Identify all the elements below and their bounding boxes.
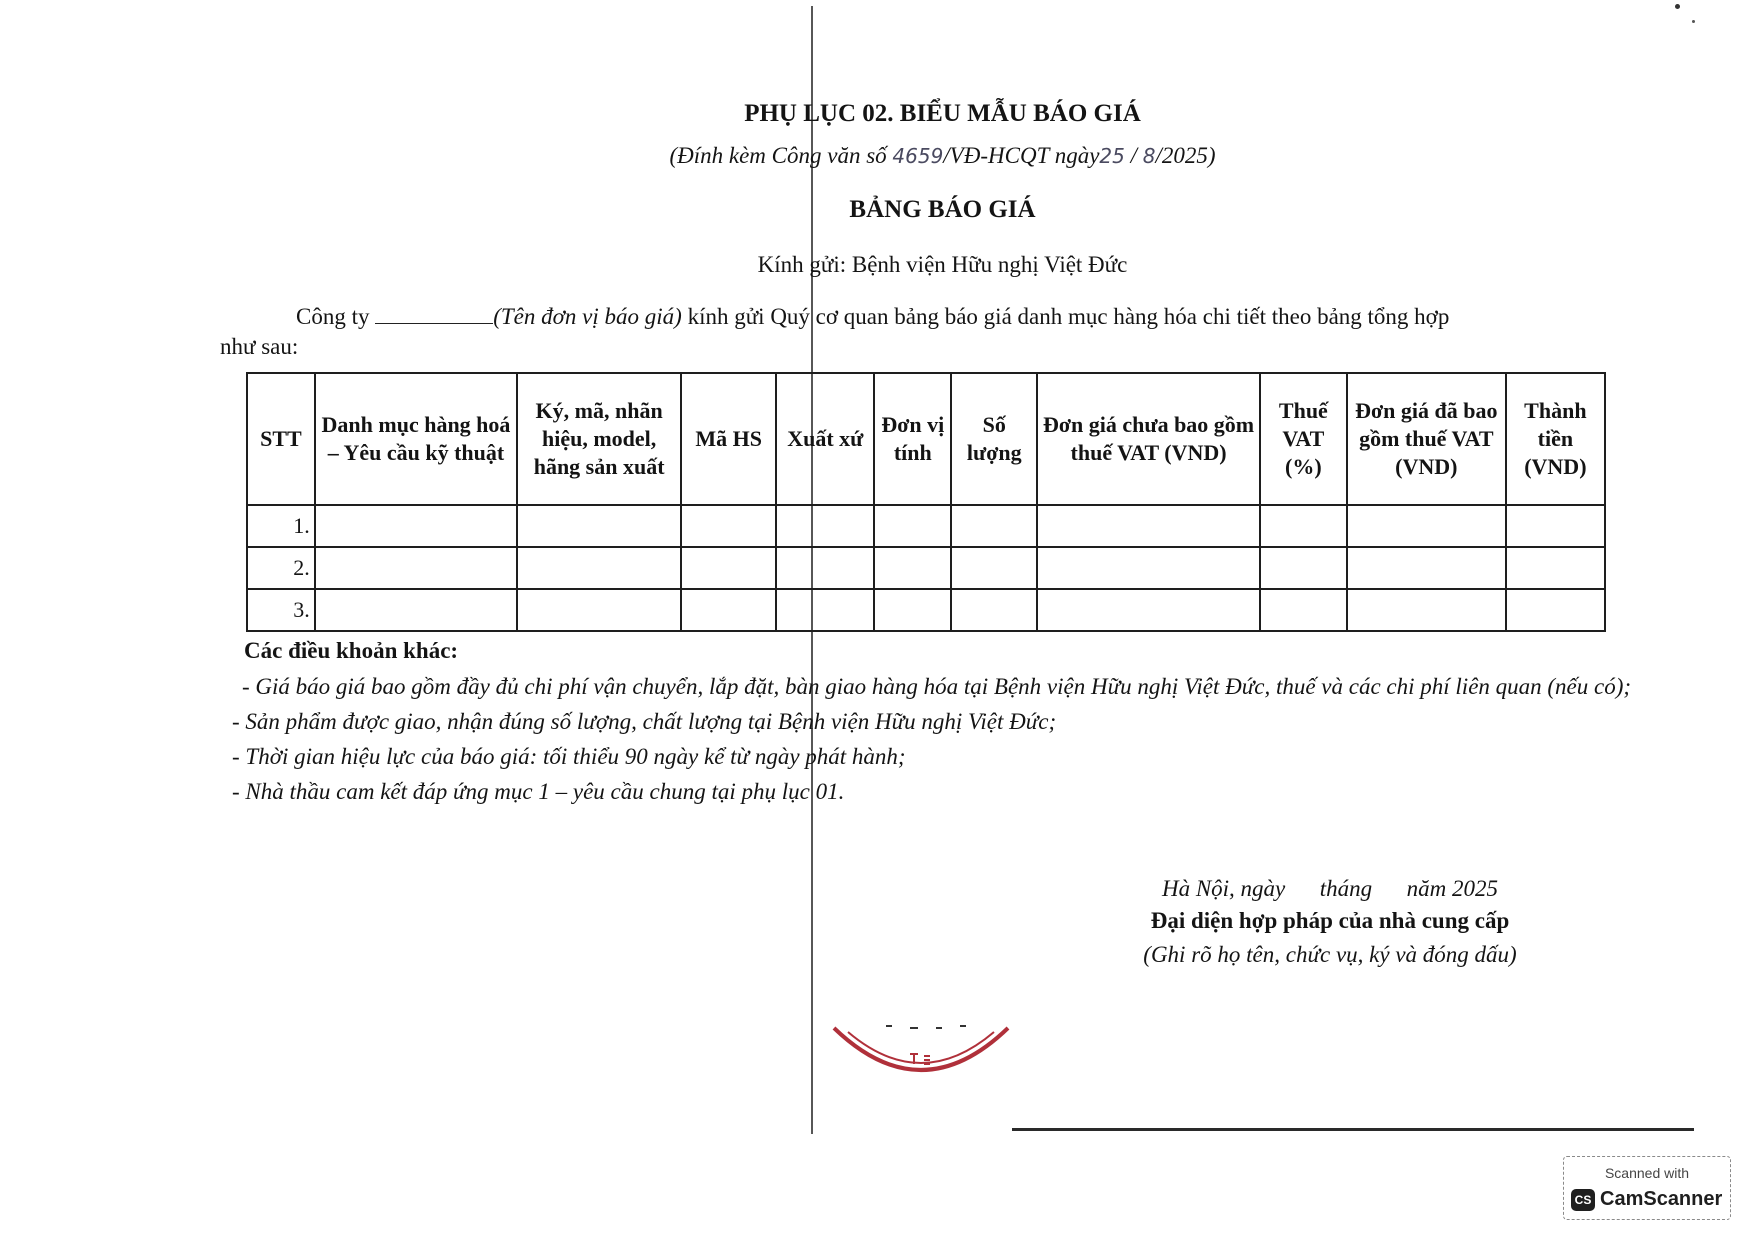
table-cell	[1260, 505, 1347, 547]
handwritten-day: 25	[1099, 144, 1125, 168]
handwritten-doc-number: 4659	[892, 144, 944, 168]
row-number: 2.	[247, 547, 315, 589]
table-cell	[776, 505, 874, 547]
table-cell	[1037, 505, 1260, 547]
table-cell	[517, 547, 681, 589]
table-cell	[1037, 547, 1260, 589]
table-header-row	[247, 373, 1605, 505]
table-cell	[874, 547, 951, 589]
header-unit: Đơn vị tính	[874, 373, 951, 505]
row-number: 3.	[247, 589, 315, 631]
camscanner-brand: CamScanner	[1600, 1188, 1723, 1210]
quotation-table	[246, 372, 1606, 632]
company-name-blank	[375, 305, 493, 324]
signatory-note: (Ghi rõ họ tên, chức vụ, ký và đóng dấu)	[1143, 942, 1517, 967]
scanned-with-label: Scanned with	[1604, 1165, 1690, 1181]
header-total: Thành tiền (VND)	[1506, 373, 1605, 505]
header-quantity: Số lượng	[951, 373, 1037, 505]
seal-inner-arc	[848, 1032, 994, 1063]
scan-speck	[1675, 4, 1680, 9]
appendix-title: PHỤ LỤC 02. BIỂU MẪU BÁO GIÁ	[744, 100, 1141, 127]
table-cell	[951, 589, 1037, 631]
header-brand-model: Ký, mã, nhãn hiệu, model, hãng sản xuất	[517, 373, 681, 505]
quotation-title: BẢNG BÁO GIÁ	[849, 196, 1036, 223]
header-stt: STT	[247, 373, 315, 505]
table-cell	[315, 589, 517, 631]
table-cell	[1347, 589, 1506, 631]
table-cell	[1506, 589, 1605, 631]
row-number: 1.	[247, 505, 315, 547]
table-cell	[874, 589, 951, 631]
table-cell	[517, 589, 681, 631]
intro-line-2: như sau:	[220, 334, 299, 359]
term-item: - Giá báo giá bao gồm đầy đủ chi phí vận chuyển, lắp đặt, bàn giao hàng hóa tại Bệnh viện Hữu nghị Việt Đức, thuế và các chi phí liên quan (nếu có);	[242, 674, 1632, 699]
term-item: - Thời gian hiệu lực của báo giá: tối thiểu 90 ngày kể từ ngày phát hành;	[232, 744, 906, 769]
table-cell	[951, 505, 1037, 547]
seal-marks	[886, 1026, 966, 1028]
intro-paragraph	[220, 302, 1600, 362]
subtitle-suffix: /2025)	[1155, 143, 1216, 168]
table-cell	[776, 589, 874, 631]
scan-speck	[1692, 20, 1695, 23]
red-seal-stamp	[826, 1020, 1016, 1086]
recipient-line: Kính gửi: Bệnh viện Hữu nghị Việt Đức	[757, 252, 1128, 277]
table-cell	[1347, 547, 1506, 589]
term-item: - Nhà thầu cam kết đáp ứng mục 1 – yêu cầu chung tại phụ lục 01.	[232, 779, 845, 804]
table-cell	[1260, 589, 1347, 631]
table-cell	[315, 547, 517, 589]
table-cell	[1260, 547, 1347, 589]
table-cell	[681, 589, 776, 631]
handwritten-month: 8	[1142, 144, 1156, 168]
table-row	[247, 589, 1605, 631]
subtitle-mid: /VĐ-HCQT ngày	[943, 143, 1100, 168]
header-item-spec: Danh mục hàng hoá – Yêu cầu kỹ thuật	[315, 373, 517, 505]
term-item: - Sản phẩm được giao, nhận đúng số lượng, chất lượng tại Bệnh viện Hữu nghị Việt Đức;	[232, 709, 1057, 734]
table-row	[247, 547, 1605, 589]
intro-line-1	[220, 302, 1600, 332]
intro-company-label: Công ty	[296, 304, 376, 329]
company-placeholder: (Tên đơn vị báo giá)	[493, 304, 682, 329]
table-cell	[315, 505, 517, 547]
table-cell	[776, 547, 874, 589]
table-cell	[1506, 505, 1605, 547]
header-price-incl-vat: Đơn giá đã bao gồm thuế VAT (VND)	[1347, 373, 1506, 505]
terms-title: Các điều khoản khác:	[244, 638, 459, 663]
bottom-rule	[1012, 1128, 1694, 1131]
intro-text: kính gửi Quý cơ quan bảng báo giá danh mục hàng hóa chi tiết theo bảng tổng hợp	[681, 304, 1450, 329]
date-slash: /	[1124, 143, 1143, 168]
table-cell	[951, 547, 1037, 589]
table-cell	[1037, 589, 1260, 631]
header-origin: Xuất xứ	[776, 373, 874, 505]
table-cell	[1347, 505, 1506, 547]
table-cell	[874, 505, 951, 547]
table-cell	[681, 547, 776, 589]
subtitle-prefix: (Đính kèm Công văn số	[669, 143, 893, 168]
header-vat: Thuế VAT (%)	[1260, 373, 1347, 505]
signatory-title: Đại diện hợp pháp của nhà cung cấp	[1150, 908, 1510, 933]
header-price-excl-vat: Đơn giá chưa bao gồm thuế VAT (VND)	[1037, 373, 1260, 505]
header-hs-code: Mã HS	[681, 373, 776, 505]
table-cell	[681, 505, 776, 547]
camscanner-badge	[1563, 1156, 1731, 1220]
table-cell	[1506, 547, 1605, 589]
attachment-reference	[0, 143, 1755, 169]
table-row	[247, 505, 1605, 547]
table-cell	[517, 505, 681, 547]
terms-list	[216, 672, 1636, 807]
place-date: Hà Nội, ngày tháng năm 2025	[1161, 876, 1499, 901]
camscanner-logo-icon: CS	[1571, 1189, 1595, 1211]
